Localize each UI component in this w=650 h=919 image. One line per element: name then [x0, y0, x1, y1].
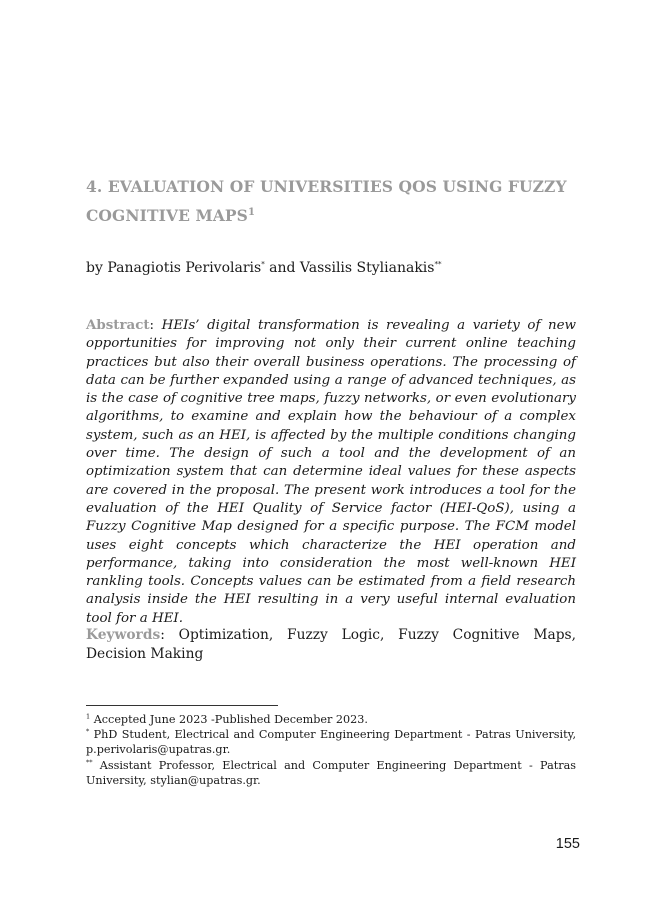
- author-marker-2: **: [434, 260, 442, 269]
- author-marker-1: *: [261, 260, 265, 269]
- footnote-2: [86, 727, 576, 757]
- chapter-title-text: 4. EVALUATION OF UNIVERSITIES QOS USING FUZZY COGNITIVE MAPS: [86, 177, 567, 225]
- keywords-colon: :: [160, 627, 165, 643]
- keywords-text: Optimization, Fuzzy Logic, Fuzzy Cognitive Maps, Decision Making: [86, 627, 576, 662]
- page-number: 155: [555, 836, 580, 852]
- footnote-marker: 1: [86, 712, 91, 721]
- keywords-label: Keywords: [86, 627, 161, 643]
- chapter-title: [86, 172, 586, 230]
- footnote-marker: **: [86, 757, 93, 766]
- footnote-marker: *: [86, 727, 90, 736]
- footnotes-section: [86, 712, 576, 788]
- keywords-section: [86, 626, 576, 664]
- abstract-colon: :: [149, 318, 155, 333]
- footnote-3: [86, 758, 576, 788]
- author-middle: and Vassilis Stylianakis: [264, 260, 435, 276]
- abstract-section: [86, 316, 576, 628]
- footnote-1: [86, 712, 576, 727]
- footnote-text: Assistant Professor, Electrical and Computer Engineering Department - Patras University, stylian@upatras.gr.: [86, 758, 576, 787]
- title-footnote-marker: 1: [247, 206, 256, 218]
- abstract-text: HEIs’ digital transformation is revealing a variety of new opportunities for improving not only their current online teaching practices but also their overall business operations. The processing of data can be further expanded using a range of advanced techniques, as is the case of cognitive tree maps, fuzzy networks, or even evolutionary algorithms, to examine and explain how the behaviour of a complex system, such as an HEI, is affected by the multiple conditions changing over time. The design of such a tool and the development of an optimization system that can determine ideal values for these aspects are covered in the proposal. The present work introduces a tool for the evaluation of the HEI Quality of Service factor (HEI-QoS), using a Fuzzy Cognitive Map designed for a specific purpose. The FCM model uses eight concepts which characterize the HEI operation and performance, taking into consideration the most well-known HEI rankling tools. Concepts values can be estimated from a field research analysis inside the HEI resulting in a very useful internal evaluation tool for a HEI.: [86, 318, 576, 626]
- author-line: [86, 258, 586, 278]
- abstract-label: Abstract: [86, 317, 150, 333]
- footnote-text: PhD Student, Electrical and Computer Engineering Department - Patras University, p.perivolaris@upatras.gr.: [86, 728, 576, 757]
- footnote-text: Accepted June 2023 -Published December 2023.: [93, 713, 368, 726]
- footnote-separator: [86, 705, 278, 706]
- author-prefix: by Panagiotis Perivolaris: [86, 260, 262, 276]
